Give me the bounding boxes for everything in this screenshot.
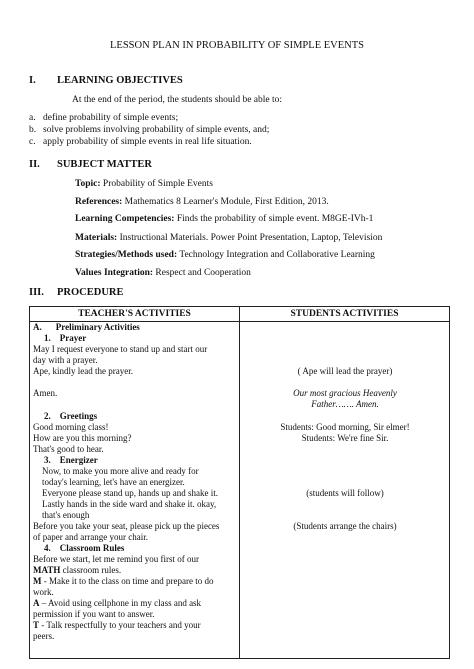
- rule-t-line: T - Talk respectfully to your teachers and your: [33, 620, 201, 630]
- energizer-line-6: Before you take your seat, please pick up the pieces: [33, 521, 220, 531]
- subject-label: Materials:: [75, 233, 118, 243]
- greetings-heading: 2. Greetings: [44, 411, 98, 421]
- objective-text: apply probability of simple events in real life situation.: [43, 137, 252, 147]
- objective-item-a: [29, 113, 178, 123]
- subject-value: Finds the probability of simple event. M8GE-IVh-1: [174, 214, 374, 224]
- section-title: PROCEDURE: [57, 287, 124, 298]
- energizer-line-4: Lastly hands in the side ward and shake it. okay,: [42, 499, 217, 509]
- section-subject-matter-heading: [29, 159, 152, 170]
- rules-line-1: Before we start, let me remind you first of our: [33, 554, 199, 564]
- rule-a-line-2: permission if you want to answer.: [33, 609, 155, 619]
- subject-row-references: [75, 197, 329, 207]
- rules-line-2: MATH classroom rules.: [33, 565, 122, 575]
- classroom-rules-heading: 4. Classroom Rules: [44, 543, 125, 553]
- subject-label: Topic:: [75, 179, 101, 189]
- section-title: LEARNING OBJECTIVES: [57, 75, 183, 86]
- greeting-line-2: How are you this morning?: [33, 433, 132, 443]
- subject-value: Respect and Cooperation: [153, 268, 251, 278]
- objective-letter: b.: [29, 125, 37, 135]
- subject-value: Instructional Materials. Power Point Presentation, Laptop, Television: [117, 233, 383, 243]
- energizer-line-7: of paper and arrange your chair.: [33, 532, 148, 542]
- page-title: LESSON PLAN IN PROBABILITY OF SIMPLE EVENTS: [110, 40, 364, 51]
- student-chairs-response: (Students arrange the chairs): [293, 521, 397, 531]
- rule-m-line-2: work.: [33, 587, 54, 597]
- subject-label: Strategies/Methods used:: [75, 250, 178, 260]
- student-amen-line-1: Our most gracious Heavenly: [293, 388, 397, 398]
- section-learning-objectives-heading: [29, 75, 183, 86]
- rule-t-line-2: peers.: [33, 631, 55, 641]
- objective-item-c: [29, 137, 252, 147]
- objectives-intro: At the end of the period, the students should be able to:: [72, 95, 283, 105]
- subject-row-competencies: [75, 214, 373, 224]
- student-greeting-line-1: Students: Good morning, Sir elmer!: [280, 422, 410, 432]
- subject-value: Technology Integration and Collaborative Learning: [177, 250, 375, 260]
- objective-letter: c.: [29, 137, 36, 147]
- subject-label: References:: [75, 197, 123, 207]
- student-amen-line-2: Father……. Amen.: [311, 399, 379, 409]
- subject-row-topic: [75, 179, 213, 189]
- objective-text: define probability of simple events;: [43, 113, 179, 123]
- greeting-line-1: Good morning class!: [33, 422, 109, 432]
- amen-line: Amen.: [33, 388, 58, 398]
- column-header-students: STUDENTS ACTIVITIES: [240, 307, 450, 322]
- energizer-line-1: Now, to make you more alive and ready for: [42, 466, 199, 476]
- subject-value: Probability of Simple Events: [100, 179, 213, 189]
- preliminary-activities-heading: A. Preliminary Activities: [33, 322, 140, 332]
- section-number: III.: [29, 287, 44, 298]
- teacher-activities-cell: [30, 322, 240, 659]
- section-title: SUBJECT MATTER: [57, 159, 153, 170]
- energizer-line-5: that's enough: [42, 510, 90, 520]
- section-number: II.: [29, 159, 40, 170]
- greeting-line-3: That's good to hear.: [33, 444, 104, 454]
- prayer-heading: 1. Prayer: [44, 333, 87, 343]
- rule-a-line: A – Avoid using cellphone in my class and ask: [33, 598, 202, 608]
- subject-value: Mathematics 8 Learner's Module, First Edition, 2013.: [122, 197, 329, 207]
- prayer-line-2: day with a prayer.: [33, 355, 98, 365]
- student-follow-response: (students will follow): [306, 488, 384, 498]
- student-prayer-response: ( Ape will lead the prayer): [297, 366, 393, 376]
- section-number: I.: [29, 75, 36, 86]
- energizer-line-2: today's learning, let's have an energizer.: [42, 477, 185, 487]
- section-procedure-heading: [29, 287, 124, 298]
- subject-label: Values Integration:: [75, 268, 154, 278]
- student-activities-cell: [240, 322, 450, 659]
- objective-letter: a.: [29, 113, 36, 123]
- objective-text: solve problems involving probability of simple events, and;: [43, 125, 270, 135]
- subject-label: Learning Competencies:: [75, 214, 175, 224]
- energizer-line-3: Everyone please stand up, hands up and shake it.: [42, 488, 218, 498]
- energizer-heading: 3. Energizer: [44, 455, 98, 465]
- student-greeting-line-2: Students: We're fine Sir.: [301, 433, 389, 443]
- subject-row-materials: [75, 233, 382, 243]
- objective-item-b: [29, 125, 269, 135]
- prayer-line-1: May I request everyone to stand up and start our: [33, 344, 208, 354]
- rule-m-line: M - Make it to the class on time and prepare to do: [33, 576, 214, 586]
- procedure-table: [29, 306, 450, 659]
- subject-row-values: [75, 268, 251, 278]
- prayer-line-3: Ape, kindly lead the prayer.: [33, 366, 133, 376]
- subject-row-strategies: [75, 250, 375, 260]
- column-header-teacher: TEACHER'S ACTIVITIES: [30, 307, 240, 322]
